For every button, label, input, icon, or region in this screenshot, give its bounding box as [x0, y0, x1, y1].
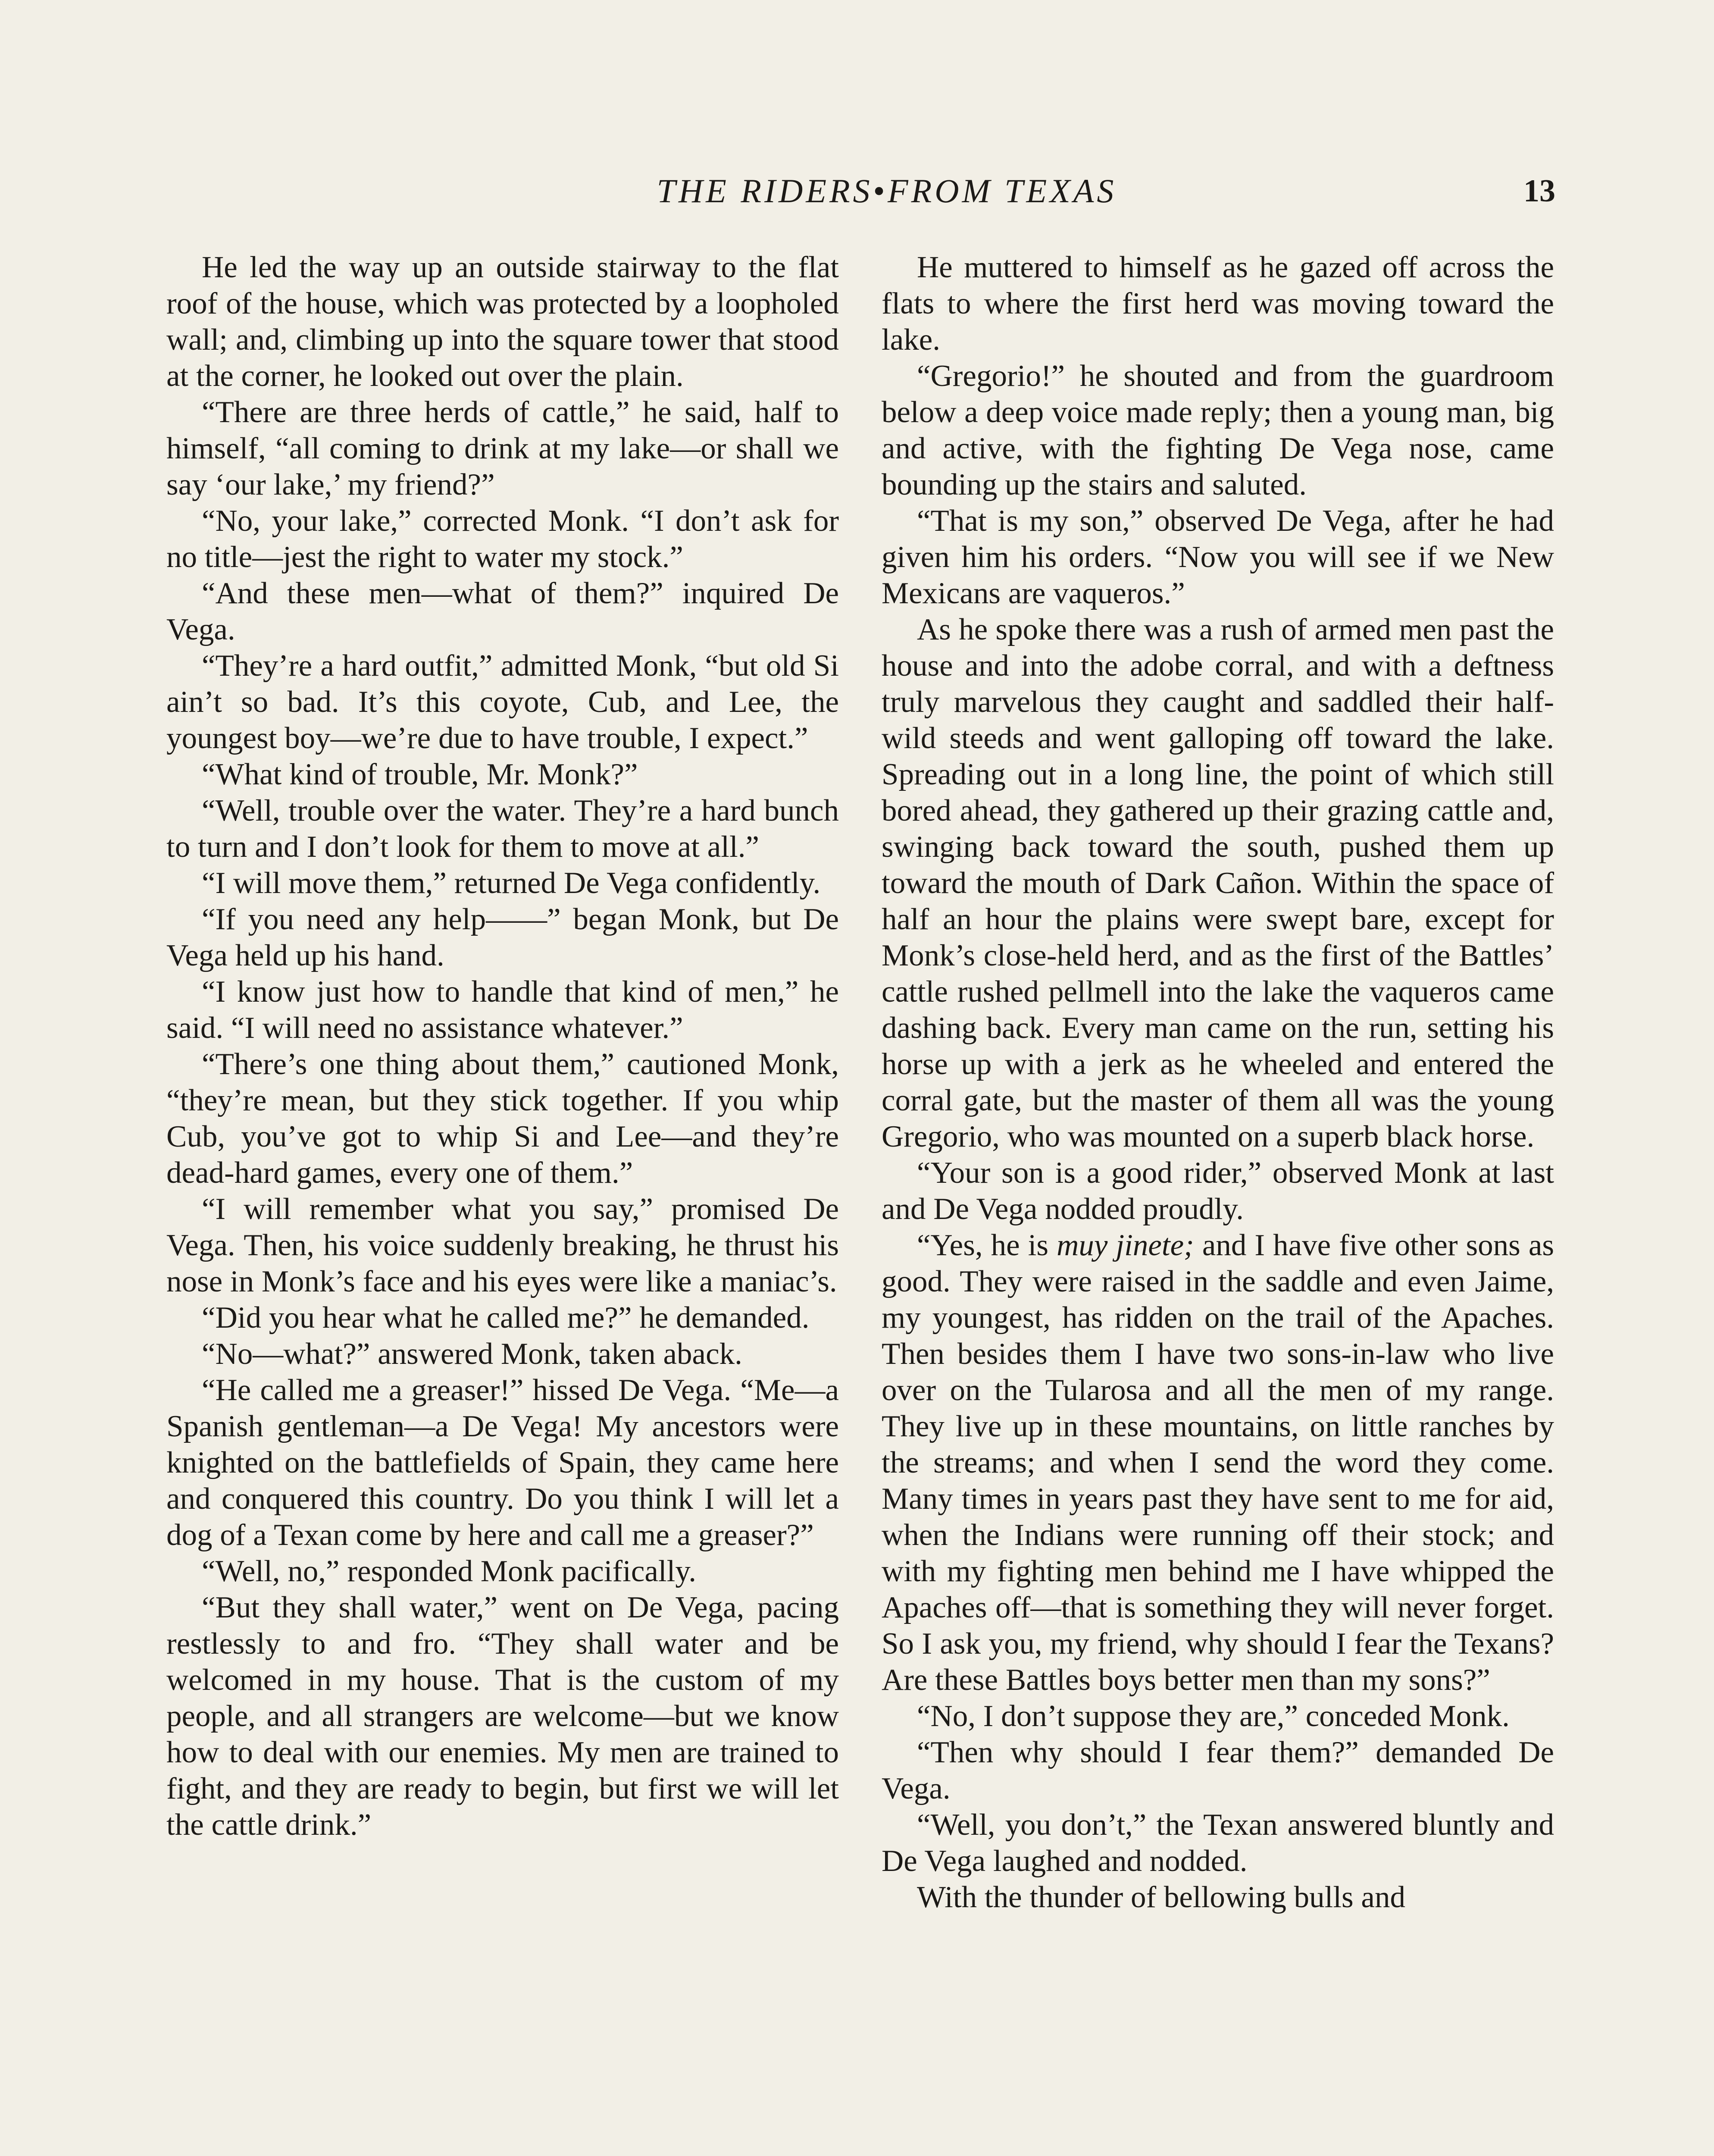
paragraph: He muttered to himself as he gazed off across the flats to where the first herd was moving toward the lake.	[882, 251, 1554, 357]
paragraph: “Well, no,” responded Monk pacifically.	[202, 1554, 696, 1588]
paragraph: “There are three herds of cattle,” he said, half to himself, “all coming to drink at my lake—or shall we say ‘our lake,’ my friend?”	[166, 395, 839, 501]
italic-phrase: muy jinete;	[1057, 1228, 1194, 1262]
paragraph: “I know just how to handle that kind of men,” he said. “I will need no assistance whatever.”	[166, 975, 839, 1045]
paragraph-text: “Yes, he is	[917, 1228, 1057, 1262]
running-title: THE RIDERS•FROM TEXAS	[657, 172, 1117, 210]
page-number: 13	[1523, 173, 1555, 209]
paragraph: With the thunder of bellowing bulls and	[917, 1880, 1405, 1914]
paragraph: “But they shall water,” went on De Vega, pacing restlessly to and fro. “They shall water and be welcomed in my house. That is the custom of my people, and all strangers are welcome—but we know how to deal with our enemies. My men are trained to fight, and they are ready to begin, but first we will let the cattle drink.”	[166, 1591, 839, 1842]
paragraph: “Did you hear what he called me?” he demanded.	[202, 1301, 810, 1335]
paragraph	[882, 1227, 1554, 1698]
paragraph: “He called me a greaser!” hissed De Vega. “Me—a Spanish gentleman—a De Vega! My ancestors were knighted on the battlefields of Spain, they came here and conquered this country. Do you think I will let a dog of a Texan come by here and call me a greaser?”	[166, 1373, 839, 1552]
paragraph: “Then why should I fear them?” demanded De Vega.	[882, 1736, 1554, 1805]
page-header	[166, 167, 1555, 215]
paragraph: “If you need any help——” began Monk, but De Vega held up his hand.	[166, 903, 839, 972]
paragraph: “Well, you don’t,” the Texan answered bluntly and De Vega laughed and nodded.	[882, 1808, 1554, 1878]
right-text-column	[882, 249, 1554, 1915]
left-text-column	[166, 249, 839, 1843]
paragraph: “Well, trouble over the water. They’re a hard bunch to turn and I don’t look for them to move at all.”	[166, 794, 839, 864]
paragraph: “No, your lake,” corrected Monk. “I don’t ask for no title—jest the right to water my stock.”	[166, 504, 839, 574]
paragraph: “Your son is a good rider,” observed Monk at last and De Vega nodded proudly.	[882, 1156, 1554, 1226]
paragraph: As he spoke there was a rush of armed men past the house and into the adobe corral, and with a deftness truly marvelous they caught and saddled their half-wild steeds and went galloping off toward the lake. Spreading out in a long line, the point of which still bored ahead, they gathered up their grazing cattle and, swinging back toward the south, pushed them up toward the mouth of Dark Cañon. Within the space of half an hour the plains were swept bare, except for Monk’s close-held herd, and as the first of the Battles’ cattle rushed pellmell into the lake the vaqueros came dashing back. Every man came on the run, setting his horse up with a jerk as he wheeled and entered the corral gate, but the master of them all was the young Gregorio, who was mounted on a superb black horse.	[882, 613, 1554, 1153]
paragraph: “Gregorio!” he shouted and from the guardroom below a deep voice made reply; then a young man, big and active, with the fighting De Vega nose, came bounding up the stairs and saluted.	[882, 359, 1554, 501]
paragraph: “I will move them,” returned De Vega confidently.	[202, 866, 821, 900]
paragraph: “I will remember what you say,” promised De Vega. Then, his voice suddenly breaking, he thrust his nose in Monk’s face and his eyes were like a maniac’s.	[166, 1192, 839, 1298]
paragraph: “There’s one thing about them,” cautioned Monk, “they’re mean, but they stick together. If you whip Cub, you’ve got to whip Si and Lee—and they’re dead-hard games, every one of them.”	[166, 1047, 839, 1190]
paragraph: He led the way up an outside stairway to the flat roof of the house, which was protected by a loopholed wall; and, climbing up into the square tower that stood at the corner, he looked out over the plain.	[166, 251, 839, 393]
paragraph: “No—what?” answered Monk, taken aback.	[202, 1337, 742, 1371]
paragraph: “No, I don’t suppose they are,” conceded Monk.	[917, 1699, 1510, 1733]
paragraph: “That is my son,” observed De Vega, after he had given him his orders. “Now you will see if we New Mexicans are vaqueros.”	[882, 504, 1554, 610]
paragraph: “What kind of trouble, Mr. Monk?”	[202, 758, 638, 791]
paragraph-text: and I have five other sons as good. They were raised in the saddle and even Jaime, my youngest, has ridden on the trail of the Apaches. Then besides them I have two sons-in-law who live over on the Tularosa and all the men of my range. They live up in these mountains, on little ranches by the streams; and when I send the word they come. Many times in years past they have sent to me for aid, when the Indians were running off their stock; and with my fighting men behind me I have whipped the Apaches off—that is something they will never forget. So I ask you, my friend, why should I fear the Texans? Are these Battles boys better men than my sons?”	[882, 1228, 1554, 1697]
paragraph: “And these men—what of them?” inquired De Vega.	[166, 577, 839, 646]
paragraph: “They’re a hard outfit,” admitted Monk, “but old Si ain’t so bad. It’s this coyote, Cub, and Lee, the youngest boy—we’re due to have trouble, I expect.”	[166, 649, 839, 755]
